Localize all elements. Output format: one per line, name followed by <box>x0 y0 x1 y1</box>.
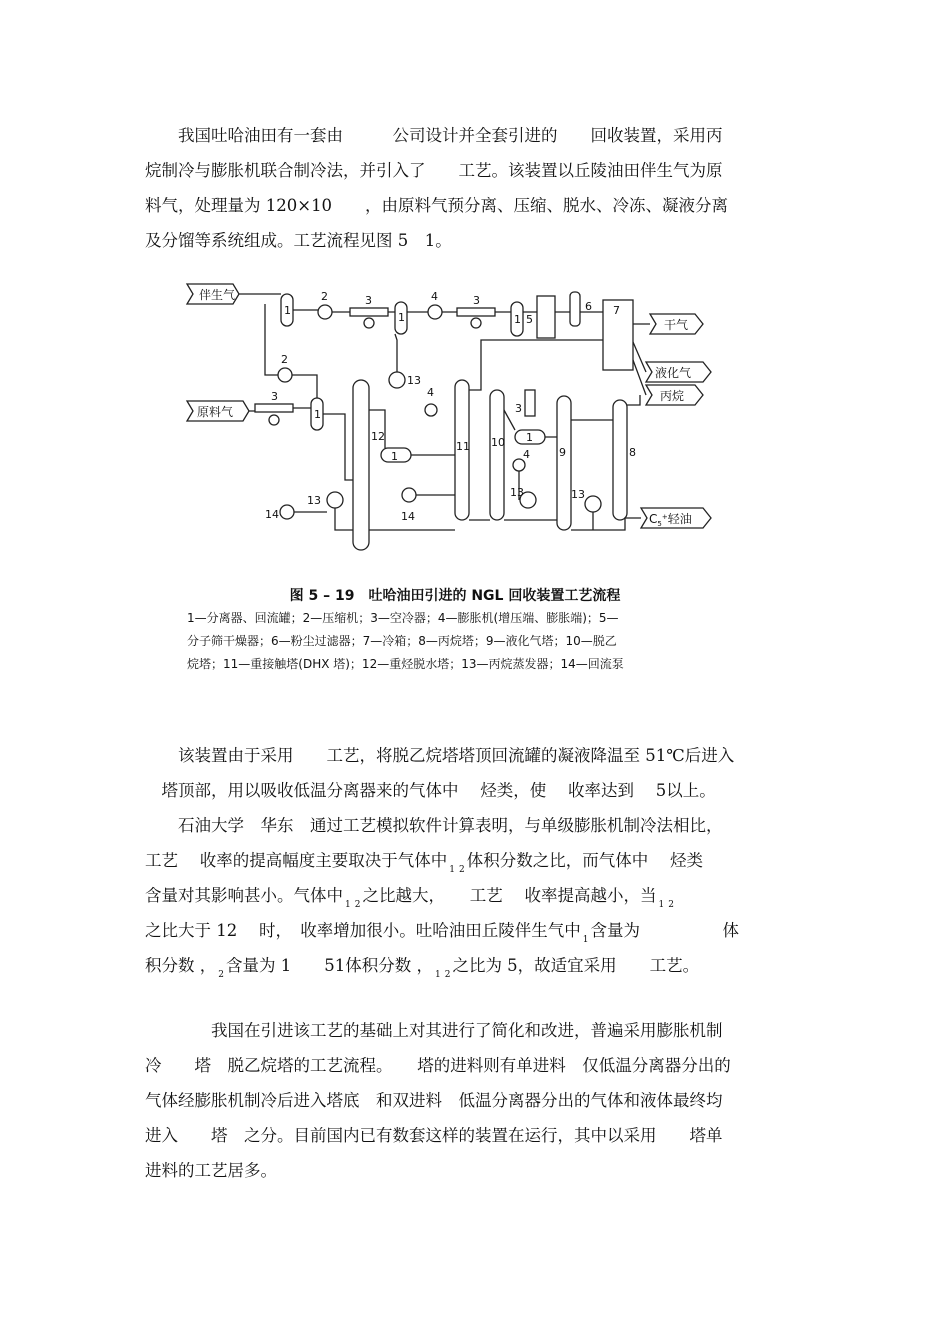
text-line: 含量对其影响甚小。气体中 $_1$ $_2$ 之比越大， 工艺 收率提高越小，当 $_1$ $_2$ <box>145 886 674 910</box>
mol-sieve-dryer-5 <box>537 296 555 338</box>
air-cooler-3a <box>350 308 388 316</box>
stream-label-propane: 丙烷 <box>660 389 685 403</box>
label-1: 1 <box>526 431 533 444</box>
label-3: 3 <box>271 390 278 403</box>
air-cooler-3c <box>255 404 293 412</box>
fan-icon <box>364 318 374 328</box>
fan-icon <box>471 318 481 328</box>
text-line: 之比大于 12 时， 收率增加很小。吐哈油田丘陵伴生气中 $_1$ 含量为 体 <box>145 921 739 945</box>
label-3: 3 <box>473 294 480 307</box>
text-line: 我国在引进该工艺的基础上对其进行了简化和改进，普遍采用膨胀机制 <box>145 1021 723 1040</box>
label-13: 13 <box>571 488 585 501</box>
label-14: 14 <box>265 508 279 521</box>
paragraph-dhx <box>145 738 815 983</box>
column-12 <box>353 380 369 550</box>
text-line: 进入 塔 之分。目前国内已有数套这样的装置在运行，其中以采用 塔单 <box>145 1126 723 1145</box>
label-9: 9 <box>559 446 566 459</box>
stream-label-c5-oil: $C_5^+$轻油 <box>649 512 692 528</box>
stream-label-associated-gas: 伴生气 <box>199 288 236 302</box>
legend-line: 分子筛干燥器；6—粉尘过滤器；7—冷箱；8—丙烷塔；9—液化气塔；10—脱乙 <box>187 634 617 648</box>
label-13: 13 <box>510 486 524 499</box>
label-1: 1 <box>314 408 321 421</box>
compressor-2b <box>278 368 292 382</box>
label-3: 3 <box>515 402 522 415</box>
text-line: 进料的工艺居多。 <box>145 1161 277 1180</box>
label-13: 13 <box>407 374 421 387</box>
column-8 <box>613 400 627 520</box>
propane-evaporator-13d <box>585 496 601 512</box>
process-lines-bottom <box>294 334 641 530</box>
air-cooler-3b <box>457 308 495 316</box>
label-4: 4 <box>427 386 434 399</box>
figure-caption-title: 图 5 – 19 吐哈油田引进的 NGL 回收装置工艺流程 <box>289 588 621 604</box>
expander-4b <box>425 404 437 416</box>
stream-label-lpg: 液化气 <box>655 366 692 380</box>
label-1: 1 <box>284 304 291 317</box>
label-10: 10 <box>491 436 505 449</box>
text-line: 我国吐哈油田有一套由 公司设计并全套引进的 回收装置，采用丙 <box>145 126 723 145</box>
process-flow-diagram <box>185 280 725 570</box>
reflux-pump-14b <box>402 488 416 502</box>
air-cooler-3d <box>525 390 535 416</box>
label-12: 12 <box>371 430 385 443</box>
label-2: 2 <box>281 353 288 366</box>
text-line: 该装置由于采用 工艺，将脱乙烷塔塔顶回流罐的凝液降温至 51℃后进入 <box>145 746 735 765</box>
label-13: 13 <box>307 494 321 507</box>
text-line: 积分数 ， $_2$ 含量为 1 51体积分数 ， $_1$ $_2$ 之比为 5，故适宜采用 工艺。 <box>145 956 700 980</box>
stream-label-dry-gas: 干气 <box>664 318 689 332</box>
text-line: 烷制冷与膨胀机联合制冷法，并引入了 工艺。该装置以丘陵油田伴生气为原 <box>145 161 723 180</box>
text-line: 冷 塔 脱乙烷塔的工艺流程。 塔的进料则有单进料 仅低温分离器分出的 <box>145 1056 731 1075</box>
legend-line: 烷塔；11—重接触塔(DHX 塔)；12—重烃脱水塔；13—丙烷蒸发器；14—回流泵 <box>187 657 624 671</box>
propane-evaporator-13a <box>327 492 343 508</box>
label-8: 8 <box>629 446 636 459</box>
text-line: 料气，处理量为 120×10 ，由原料气预分离、压缩、脱水、冷冻、凝液分离 <box>145 196 729 215</box>
text-line: 塔顶部，用以吸收低温分离器来的气体中 烃类，使 收率达到 5以上。 <box>145 781 716 800</box>
label-3: 3 <box>365 294 372 307</box>
text-line: 及分馏等系统组成。工艺流程见图 5 1。 <box>145 231 452 250</box>
column-10 <box>490 390 504 520</box>
flow-diagram-svg <box>185 280 725 570</box>
label-1: 1 <box>391 450 398 463</box>
figure-caption-legend <box>187 607 727 676</box>
label-4: 4 <box>523 448 530 461</box>
label-6: 6 <box>585 300 592 313</box>
text-line: 工艺 收率的提高幅度主要取决于气体中 $_1$ $_2$ 体积分数之比，而气体中 烃类 <box>145 851 703 875</box>
expander-4a <box>428 305 442 319</box>
label-1: 1 <box>514 313 521 326</box>
text-line: 石油大学 华东 通过工艺模拟软件计算表明，与单级膨胀机制冷法相比， <box>145 816 723 835</box>
label-2: 2 <box>321 290 328 303</box>
compressor-2a <box>318 305 332 319</box>
stream-label-feed-gas: 原料气 <box>197 405 234 419</box>
label-11: 11 <box>456 440 470 453</box>
text-line: 气体经膨胀机制冷后进入塔底 和双进料 低温分离器分出的气体和液体最终均 <box>145 1091 723 1110</box>
legend-line: 1—分离器、回流罐；2—压缩机；3—空冷器；4—膨胀机(增压端、膨胀端)；5— <box>187 611 619 625</box>
paragraph-intro <box>145 118 815 258</box>
label-4: 4 <box>431 290 438 303</box>
label-5: 5 <box>526 313 533 326</box>
paragraph-china-practice <box>145 1013 815 1188</box>
label-14: 14 <box>401 510 415 523</box>
label-7: 7 <box>613 304 620 317</box>
label-1: 1 <box>398 311 405 324</box>
column-9 <box>557 396 571 530</box>
propane-evaporator-13b <box>389 372 405 388</box>
reflux-pump-14a <box>280 505 294 519</box>
dust-filter-6 <box>570 292 580 326</box>
fan-icon <box>269 415 279 425</box>
